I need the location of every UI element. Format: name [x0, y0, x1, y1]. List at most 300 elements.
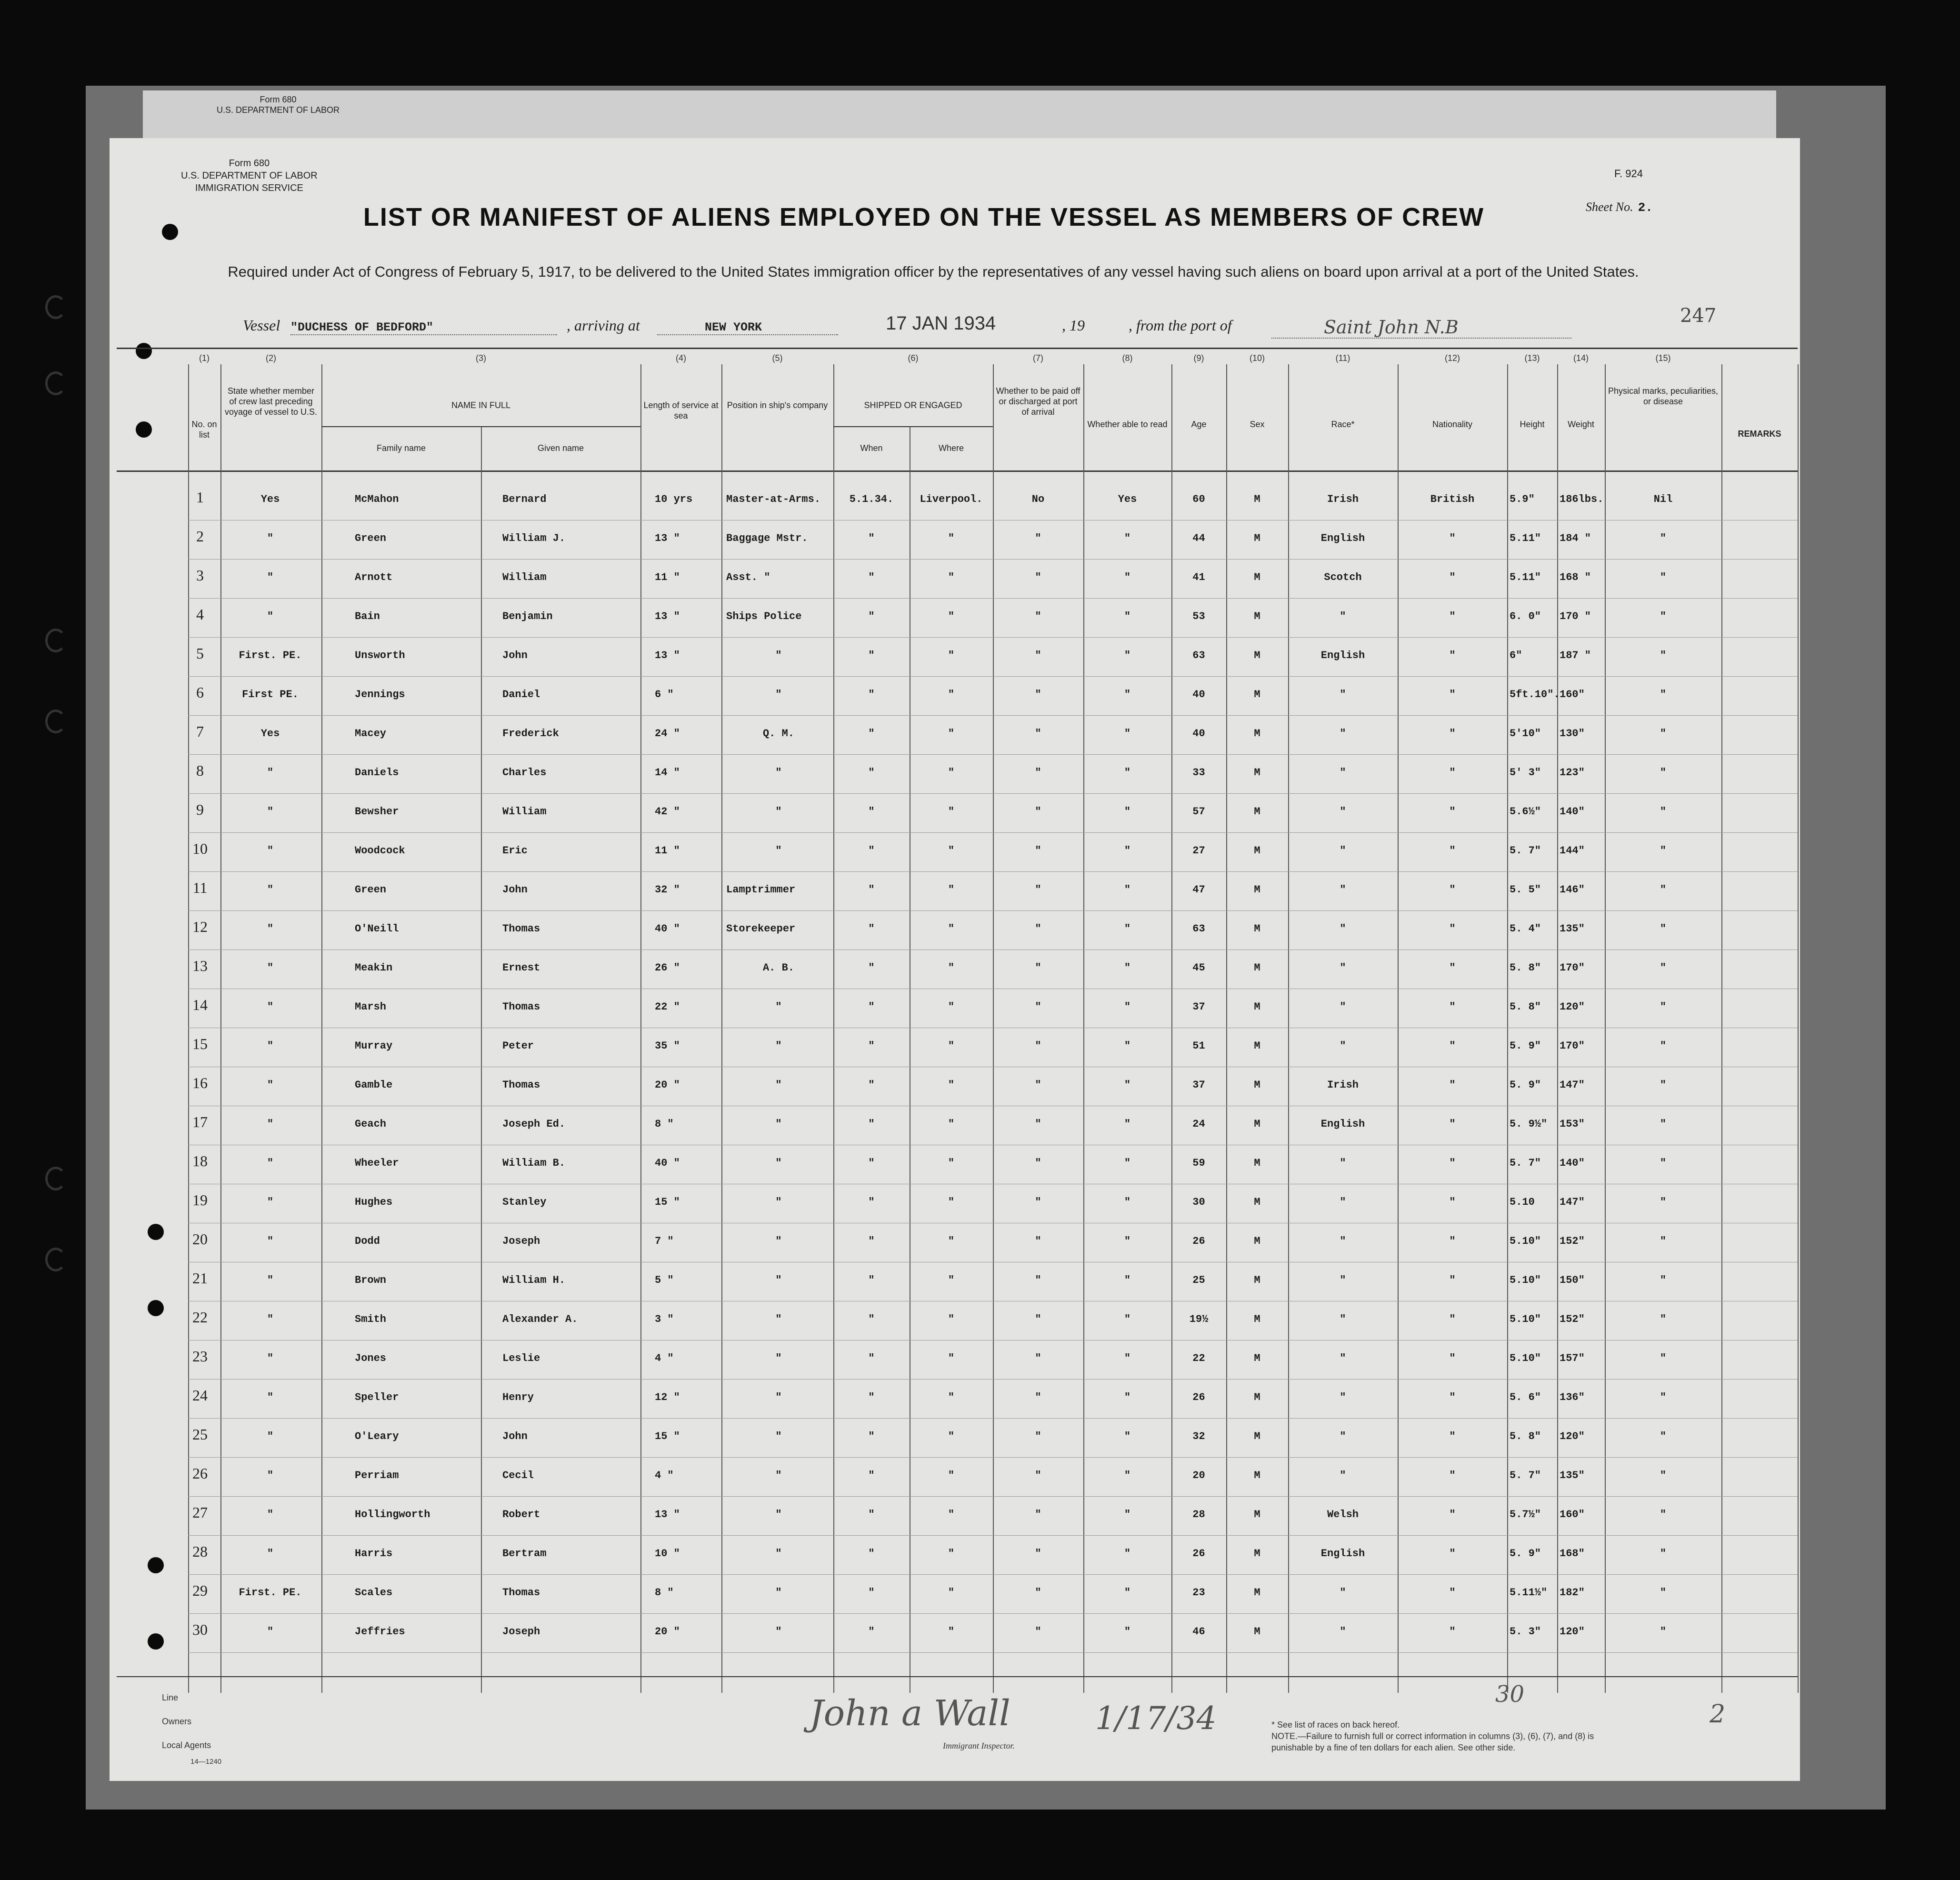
column-subheader: When [860, 443, 883, 453]
cell-weight: 170" [1560, 1040, 1585, 1052]
cell-sex: M [1254, 1352, 1260, 1364]
cell-when: " [868, 610, 875, 622]
cell-nat: " [1449, 1274, 1456, 1286]
cell-read: " [1124, 1235, 1131, 1247]
cell-given: Daniel [502, 689, 540, 700]
cell-age: 19½ [1189, 1313, 1209, 1325]
cell-nat: " [1449, 1509, 1456, 1520]
cell-nat: " [1449, 728, 1456, 740]
cell-when: " [868, 689, 875, 700]
cell-position: " [775, 689, 782, 700]
cell-service: 20 " [655, 1626, 680, 1638]
cell-nat: " [1449, 1235, 1456, 1247]
cell-when: " [868, 1548, 875, 1560]
cell-service: 8 " [655, 1587, 674, 1599]
cell-given: Henry [502, 1391, 534, 1403]
cell-paid: " [1035, 767, 1041, 779]
table-top-rule [117, 348, 1798, 349]
cell-marks: " [1660, 884, 1667, 896]
cell-given: Bertram [502, 1548, 547, 1560]
cell-given: Bernard [502, 493, 547, 505]
cell-marks: " [1660, 845, 1667, 857]
cell-height: 6. 0" [1510, 610, 1541, 622]
cell-nat: " [1449, 884, 1456, 896]
column-number: (7) [1033, 353, 1043, 363]
column-header: REMARKS [1738, 429, 1781, 439]
cell-marks: " [1660, 1509, 1667, 1520]
cell-service: 13 " [655, 610, 680, 622]
column-header: Sex [1250, 420, 1265, 429]
cell-position: " [775, 1430, 782, 1442]
row-number: 13 [192, 957, 208, 974]
row-number: 23 [192, 1348, 208, 1365]
row-rule [188, 676, 1798, 677]
cell-marks: " [1660, 1391, 1667, 1403]
cell-race: " [1340, 767, 1346, 779]
cell-given: Thomas [502, 1079, 540, 1091]
column-number: (11) [1335, 353, 1350, 363]
row-rule [188, 1457, 1798, 1458]
cell-race: " [1340, 1235, 1346, 1247]
form-code: F. 924 [1614, 168, 1643, 180]
cell-prev: First. PE. [239, 650, 302, 661]
cell-marks: " [1660, 1626, 1667, 1638]
column-rule [1083, 364, 1084, 1693]
cell-paid: " [1035, 1196, 1041, 1208]
cell-where: " [948, 806, 955, 818]
cell-paid: " [1035, 884, 1041, 896]
column-number: (2) [266, 353, 276, 363]
cell-age: 25 [1192, 1274, 1205, 1286]
binder-ring [45, 371, 66, 395]
cell-height: 5.11" [1510, 571, 1541, 583]
cell-nat: " [1449, 845, 1456, 857]
cell-nat: " [1449, 1626, 1456, 1638]
cell-height: 5.10" [1510, 1235, 1541, 1247]
prior-department: U.S. DEPARTMENT OF LABOR [217, 105, 340, 115]
cell-sex: M [1254, 610, 1260, 622]
cell-where: " [948, 1079, 955, 1091]
cell-service: 3 " [655, 1313, 674, 1325]
column-rule [721, 364, 722, 1693]
cell-race: " [1340, 1157, 1346, 1169]
cell-prev: " [267, 767, 274, 779]
column-rule [1398, 364, 1399, 1693]
cell-read: " [1124, 923, 1131, 935]
cell-given: William B. [502, 1157, 566, 1169]
cell-where: " [948, 923, 955, 935]
cell-when: " [868, 1587, 875, 1599]
owners-label: Owners [162, 1717, 192, 1726]
cell-sex: M [1254, 1040, 1260, 1052]
cell-age: 40 [1192, 689, 1205, 700]
cell-where: " [948, 884, 955, 896]
cell-weight: 140" [1560, 806, 1585, 818]
cell-when: " [868, 1430, 875, 1442]
cell-paid: " [1035, 610, 1041, 622]
column-header: State whether member of crew last preceding voyage of vessel to U.S. [224, 386, 318, 417]
cell-where: " [948, 1196, 955, 1208]
cell-weight: 144" [1560, 845, 1585, 857]
cell-position: " [775, 1548, 782, 1560]
cell-height: 5' 3" [1510, 767, 1541, 779]
cell-sex: M [1254, 532, 1260, 544]
cell-height: 5.11½" [1510, 1587, 1548, 1599]
cell-family: McMahon [355, 493, 399, 505]
cell-paid: " [1035, 962, 1041, 974]
row-number: 7 [196, 723, 204, 740]
cell-sex: M [1254, 1274, 1260, 1286]
cell-family: Daniels [355, 767, 399, 779]
row-number: 4 [196, 606, 204, 623]
cell-sex: M [1254, 728, 1260, 740]
cell-weight: 153" [1560, 1118, 1585, 1130]
cell-marks: " [1660, 1235, 1667, 1247]
row-number: 25 [192, 1426, 208, 1443]
cell-prev: " [267, 1313, 274, 1325]
cell-height: 5. 7" [1510, 845, 1541, 857]
row-rule [188, 1496, 1798, 1497]
cell-height: 6" [1510, 650, 1522, 661]
cell-marks: " [1660, 923, 1667, 935]
cell-when: " [868, 1040, 875, 1052]
cell-position: " [775, 1352, 782, 1364]
cell-age: 37 [1192, 1001, 1205, 1013]
cell-nat: " [1449, 689, 1456, 700]
cell-given: Frederick [502, 728, 559, 740]
cell-where: " [948, 1352, 955, 1364]
cell-given: Cecil [502, 1470, 534, 1481]
cell-paid: " [1035, 1470, 1041, 1481]
cell-marks: " [1660, 532, 1667, 544]
cell-family: Perriam [355, 1470, 399, 1481]
cell-sex: M [1254, 1509, 1260, 1520]
row-rule [188, 1418, 1798, 1419]
cell-race: " [1340, 845, 1346, 857]
cell-weight: 120" [1560, 1430, 1585, 1442]
footer-labels [162, 1686, 221, 1767]
cell-paid: " [1035, 1587, 1041, 1599]
cell-nat: " [1449, 1040, 1456, 1052]
arriving-value: NEW YORK [705, 320, 762, 334]
cell-position: " [775, 806, 782, 818]
cell-family: Murray [355, 1040, 393, 1052]
cell-family: Unsworth [355, 650, 405, 661]
cell-prev: " [267, 1001, 274, 1013]
cell-weight: 135" [1560, 1470, 1585, 1481]
cell-race: " [1340, 1313, 1346, 1325]
column-header: Height [1520, 420, 1545, 429]
cell-marks: " [1660, 1274, 1667, 1286]
cell-marks: " [1660, 728, 1667, 740]
cell-where: " [948, 1118, 955, 1130]
cell-read: " [1124, 845, 1131, 857]
cell-race: English [1320, 1118, 1365, 1130]
cell-paid: " [1035, 1626, 1041, 1638]
cell-when: " [868, 1274, 875, 1286]
cell-when: " [868, 650, 875, 661]
cell-nat: " [1449, 1548, 1456, 1560]
cell-nat: " [1449, 1118, 1456, 1130]
cell-given: Joseph [502, 1235, 540, 1247]
cell-read: " [1124, 1157, 1131, 1169]
column-number: (4) [676, 353, 686, 363]
cell-marks: " [1660, 962, 1667, 974]
column-rule [1605, 364, 1606, 1693]
cell-weight: 157" [1560, 1352, 1585, 1364]
row-rule [188, 871, 1798, 872]
cell-prev: Yes [260, 728, 280, 740]
cell-when: " [868, 1157, 875, 1169]
cell-marks: " [1660, 1352, 1667, 1364]
cell-sex: M [1254, 845, 1260, 857]
row-number: 12 [192, 918, 208, 935]
cell-position: " [775, 1470, 782, 1481]
cell-height: 5. 9" [1510, 1040, 1541, 1052]
cell-age: 26 [1192, 1235, 1205, 1247]
cell-position: Master-at-Arms. [726, 493, 821, 505]
cell-read: " [1124, 728, 1131, 740]
cell-when: " [868, 728, 875, 740]
cell-age: 26 [1192, 1548, 1205, 1560]
column-number: (5) [772, 353, 783, 363]
row-number: 22 [192, 1309, 208, 1326]
cell-age: 57 [1192, 806, 1205, 818]
cell-given: John [502, 884, 528, 896]
cell-marks: " [1660, 689, 1667, 700]
cell-race: " [1340, 610, 1346, 622]
cell-nat: " [1449, 1430, 1456, 1442]
cell-prev: First PE. [242, 689, 299, 700]
cell-weight: 147" [1560, 1079, 1585, 1091]
cell-service: 15 " [655, 1196, 680, 1208]
cell-marks: " [1660, 1157, 1667, 1169]
column-rule [321, 364, 322, 1693]
cell-prev: " [267, 1391, 274, 1403]
cell-where: " [948, 1313, 955, 1325]
cell-height: 5. 9½" [1510, 1118, 1548, 1130]
cell-position: Ships Police [726, 610, 802, 622]
cell-read: " [1124, 650, 1131, 661]
cell-age: 30 [1192, 1196, 1205, 1208]
cell-marks: Nil [1653, 493, 1673, 505]
column-header: Race* [1331, 420, 1355, 429]
cell-prev: " [267, 1196, 274, 1208]
binder-ring [45, 1167, 66, 1190]
cell-age: 45 [1192, 962, 1205, 974]
cell-given: Charles [502, 767, 547, 779]
cell-when: " [868, 767, 875, 779]
cell-age: 27 [1192, 845, 1205, 857]
cell-sex: M [1254, 1470, 1260, 1481]
cell-sex: M [1254, 1079, 1260, 1091]
cell-when: " [868, 806, 875, 818]
cell-age: 59 [1192, 1157, 1205, 1169]
cell-when: " [868, 1001, 875, 1013]
cell-where: " [948, 689, 955, 700]
inspector-label: Immigrant Inspector. [943, 1741, 1015, 1750]
cell-nat: " [1449, 1313, 1456, 1325]
cell-age: 44 [1192, 532, 1205, 544]
sheet-number-value: 2. [1638, 200, 1653, 215]
cell-read: " [1124, 962, 1131, 974]
column-rule [1288, 364, 1289, 1693]
cell-age: 53 [1192, 610, 1205, 622]
cell-paid: " [1035, 1313, 1041, 1325]
cell-race: " [1340, 1196, 1346, 1208]
cell-height: 5'10" [1510, 728, 1541, 740]
sheet-number-label: Sheet No. [1586, 200, 1633, 214]
cell-height: 5.7½" [1510, 1509, 1541, 1520]
cell-paid: " [1035, 1430, 1041, 1442]
cell-nat: " [1449, 767, 1456, 779]
cell-when: " [868, 1196, 875, 1208]
column-rule [481, 426, 482, 1693]
row-number: 10 [192, 840, 208, 857]
inspector-signature: John a Wall [810, 1693, 1010, 1734]
cell-position: " [775, 1079, 782, 1091]
cell-given: William [502, 806, 547, 818]
cell-position: Storekeeper [726, 923, 796, 935]
row-rule [188, 637, 1798, 638]
column-header: Length of service at sea [643, 400, 719, 420]
row-number: 15 [192, 1035, 208, 1052]
cell-weight: 140" [1560, 1157, 1585, 1169]
cell-marks: " [1660, 1079, 1667, 1091]
column-rule [1557, 364, 1558, 1693]
cell-family: O'Leary [355, 1430, 399, 1442]
cell-prev: " [267, 1352, 274, 1364]
cell-read: " [1124, 767, 1131, 779]
arriving-field [657, 317, 838, 335]
local-agents-label: Local Agents [162, 1740, 211, 1750]
cell-where: " [948, 1040, 955, 1052]
penalty-note: NOTE.—Failure to furnish full or correct information in columns (3), (6), (7), and (8) is punishable by a fine of ten dollars for each alien. See other side. [1271, 1731, 1594, 1752]
cell-weight: 130" [1560, 728, 1585, 740]
cell-marks: " [1660, 650, 1667, 661]
cell-age: 51 [1192, 1040, 1205, 1052]
cell-height: 5. 9" [1510, 1548, 1541, 1560]
cell-age: 63 [1192, 650, 1205, 661]
cell-nat: " [1449, 962, 1456, 974]
cell-read: " [1124, 1196, 1131, 1208]
from-port-field [1271, 317, 1571, 339]
cell-paid: " [1035, 1235, 1041, 1247]
margin-page-number: 247 [1680, 305, 1717, 327]
cell-sex: M [1254, 962, 1260, 974]
cell-race: " [1340, 1391, 1346, 1403]
cell-family: Bain [355, 610, 380, 622]
cell-prev: " [267, 962, 274, 974]
cell-marks: " [1660, 1040, 1667, 1052]
year-label: , 19 [1062, 317, 1085, 334]
cell-marks: " [1660, 1548, 1667, 1560]
cell-race: Irish [1327, 1079, 1359, 1091]
cell-age: 60 [1192, 493, 1205, 505]
cell-position: " [775, 1391, 782, 1403]
footer-form-code: 14—1240 [190, 1758, 222, 1766]
cell-race: " [1340, 1274, 1346, 1286]
cell-prev: " [267, 1626, 274, 1638]
cell-marks: " [1660, 806, 1667, 818]
row-number: 19 [192, 1191, 208, 1209]
column-rule [640, 364, 641, 1693]
cell-height: 5.10 [1510, 1196, 1535, 1208]
handwritten-count: 30 [1495, 1681, 1525, 1708]
cell-prev: " [267, 1157, 274, 1169]
cell-weight: 187 " [1560, 650, 1591, 661]
cell-position: " [775, 1235, 782, 1247]
cell-service: 15 " [655, 1430, 680, 1442]
cell-read: " [1124, 1548, 1131, 1560]
column-header: Whether to be paid off or discharged at port of arrival [996, 386, 1080, 417]
cell-paid: " [1035, 532, 1041, 544]
cell-given: Benjamin [502, 610, 553, 622]
cell-marks: " [1660, 1587, 1667, 1599]
cell-sex: M [1254, 1157, 1260, 1169]
cell-height: 5. 9" [1510, 1079, 1541, 1091]
cell-height: 5. 7" [1510, 1470, 1541, 1481]
cell-sex: M [1254, 1587, 1260, 1599]
cell-family: Jennings [355, 689, 405, 700]
cell-height: 5ft.10". [1510, 689, 1560, 700]
cell-when: " [868, 884, 875, 896]
cell-prev: " [267, 1509, 274, 1520]
column-header: Weight [1568, 420, 1594, 429]
cell-read: " [1124, 1587, 1131, 1599]
cell-when: " [868, 1470, 875, 1481]
cell-height: 5. 7" [1510, 1157, 1541, 1169]
cell-paid: " [1035, 1001, 1041, 1013]
cell-marks: " [1660, 1196, 1667, 1208]
cell-sex: M [1254, 689, 1260, 700]
row-number: 21 [192, 1270, 208, 1287]
cell-prev: " [267, 1079, 274, 1091]
cell-height: 5. 4" [1510, 923, 1541, 935]
column-number: (13) [1524, 353, 1540, 363]
cell-marks: " [1660, 1470, 1667, 1481]
cell-height: 5.10" [1510, 1274, 1541, 1286]
row-rule [188, 715, 1798, 716]
cell-paid: " [1035, 1157, 1041, 1169]
cell-nat: " [1449, 1001, 1456, 1013]
column-header: NAME IN FULL [451, 400, 511, 410]
cell-marks: " [1660, 1430, 1667, 1442]
row-number: 5 [196, 645, 204, 662]
cell-family: Smith [355, 1313, 387, 1325]
cell-when: 5.1.34. [849, 493, 894, 505]
cell-position: " [775, 1274, 782, 1286]
cell-position: " [775, 1196, 782, 1208]
cell-given: Alexander A. [502, 1313, 578, 1325]
cell-weight: 170" [1560, 962, 1585, 974]
row-rule [188, 1652, 1798, 1653]
cell-position: Asst. " [726, 571, 770, 583]
cell-read: " [1124, 1352, 1131, 1364]
row-number: 1 [196, 489, 204, 506]
cell-service: 7 " [655, 1235, 674, 1247]
cell-where: " [948, 610, 955, 622]
cell-family: Wheeler [355, 1157, 399, 1169]
cell-service: 42 " [655, 806, 680, 818]
cell-prev: " [267, 1235, 274, 1247]
row-number: 14 [192, 996, 208, 1013]
cell-service: 10 yrs [655, 493, 693, 505]
cell-prev: " [267, 610, 274, 622]
cell-position: " [775, 1626, 782, 1638]
cell-given: John [502, 1430, 528, 1442]
footer-note [1271, 1719, 1633, 1753]
